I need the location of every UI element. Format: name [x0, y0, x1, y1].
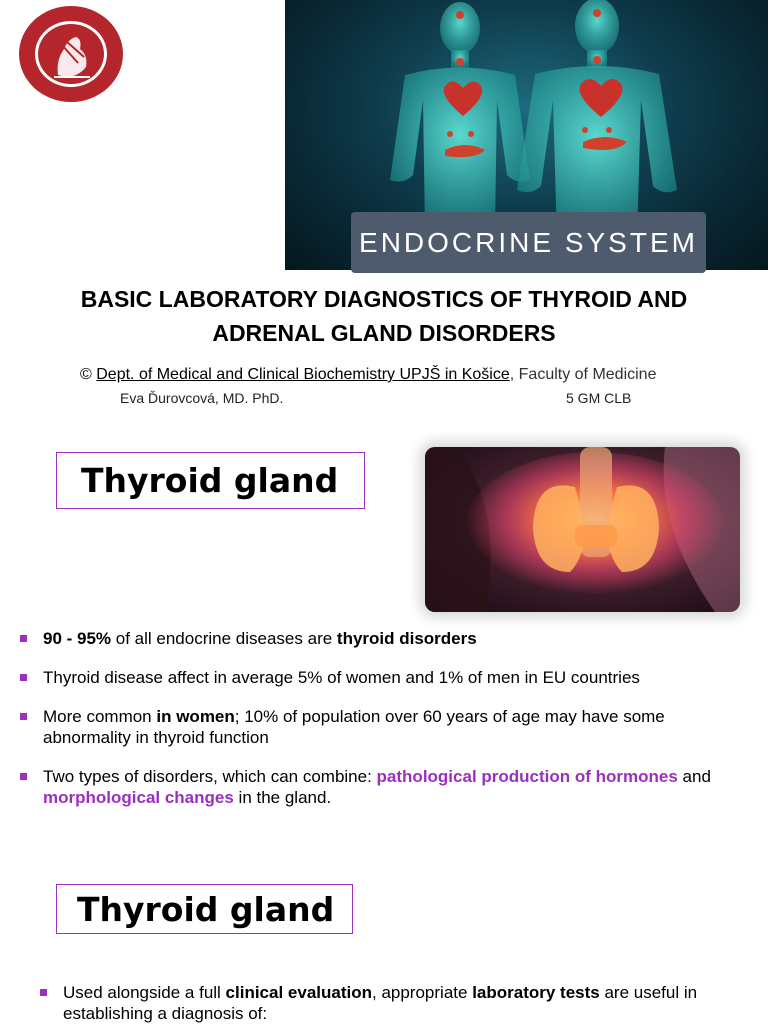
- bullet-square-icon: [40, 989, 47, 996]
- list-item: Two types of disorders, which can combine: pathological production of hormones and morphological changes in the gland.: [20, 766, 750, 808]
- bullet-square-icon: [20, 674, 27, 681]
- section-heading-thyroid-2: Thyroid gland: [56, 884, 353, 934]
- list-item: Used alongside a full clinical evaluation, appropriate laboratory tests are useful in establishing a diagnosis of:: [40, 982, 740, 1024]
- page-title-line-2: ADRENAL GLAND DISORDERS: [212, 320, 556, 346]
- section-heading-thyroid-1: Thyroid gland: [56, 452, 365, 509]
- university-seal-logo: [18, 5, 124, 103]
- list-item: 90 - 95% of all endocrine diseases are thyroid disorders: [20, 628, 750, 649]
- list-item: Thyroid disease affect in average 5% of women and 1% of men in EU countries: [20, 667, 750, 688]
- bullet-square-icon: [20, 773, 27, 780]
- department-link[interactable]: Dept. of Medical and Clinical Biochemistry UPJŠ in Košice: [96, 366, 510, 383]
- credit-line: [80, 366, 656, 384]
- page-title: [0, 282, 768, 350]
- thyroid-facts-list: [20, 628, 750, 826]
- diagnosis-list: [40, 982, 740, 1024]
- faculty-text: , Faculty of Medicine: [509, 366, 657, 383]
- endocrine-system-banner: ENDOCRINE SYSTEM: [351, 212, 706, 273]
- thyroid-gland-image: [425, 447, 740, 612]
- course-code: 5 GM CLB: [566, 390, 632, 406]
- copyright-symbol: ©: [80, 366, 92, 383]
- page-title-line-1: BASIC LABORATORY DIAGNOSTICS OF THYROID AND: [80, 286, 688, 312]
- bullet-square-icon: [20, 713, 27, 720]
- list-item: More common in women; 10% of population over 60 years of age may have some abnormality in thyroid function: [20, 706, 750, 748]
- bullet-square-icon: [20, 635, 27, 642]
- author-name: Eva Ďurovcová, MD. PhD.: [120, 390, 284, 406]
- thyroid-illustration: [425, 447, 740, 612]
